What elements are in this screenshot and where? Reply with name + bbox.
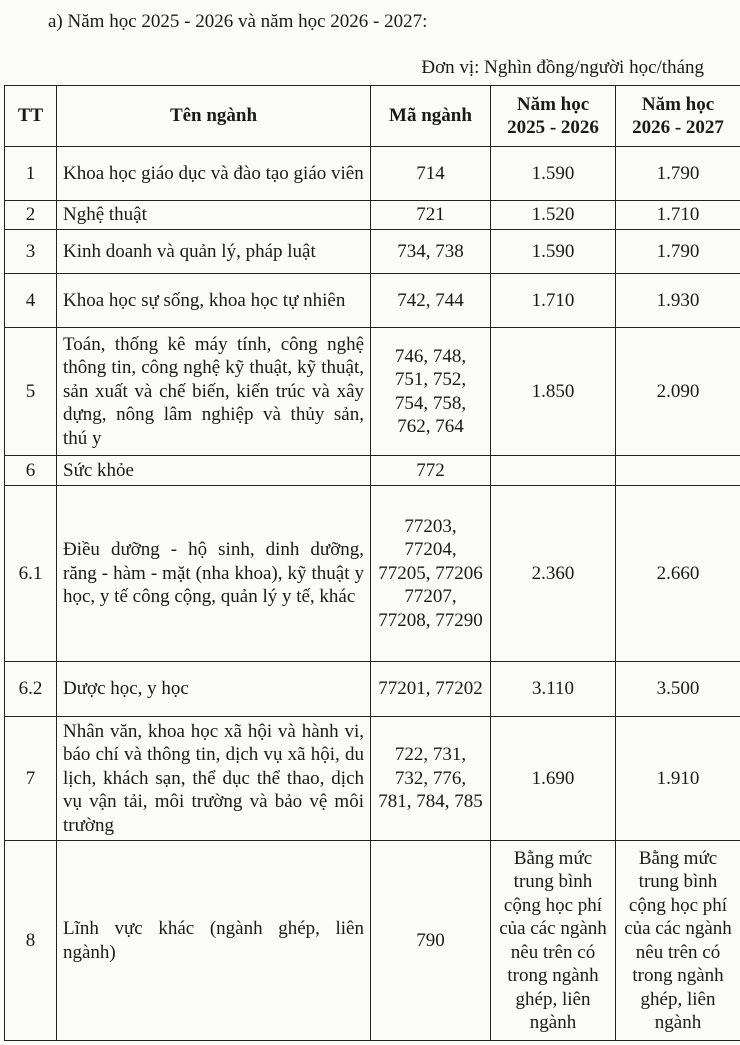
table-row xyxy=(5,147,740,201)
row-fee-2025: 1.590 xyxy=(491,230,616,274)
row-fee-2026: 1.790 xyxy=(616,230,740,274)
tuition-fee-table xyxy=(4,85,740,1041)
row-code: 77203, 77204, 77205, 77206 77207, 77208, 77290 xyxy=(371,486,491,662)
row-fee-2025: 1.710 xyxy=(491,274,616,328)
table-row xyxy=(5,230,740,274)
row-fee-2025: 1.850 xyxy=(491,328,616,456)
row-code: 722, 731, 732, 776, 781, 784, 785 xyxy=(371,717,491,841)
row-code: 772 xyxy=(371,456,491,486)
row-name: Dược học, y học xyxy=(57,662,371,717)
header-year-2025 xyxy=(491,86,616,147)
row-code: 790 xyxy=(371,841,491,1041)
header-name: Tên ngành xyxy=(57,86,371,147)
table-row xyxy=(5,456,740,486)
header-year-2026-line1: Năm học xyxy=(641,93,715,115)
row-name: Toán, thống kê máy tính, công nghệ thông tin, công nghệ kỹ thuật, kỹ thuật, sản xuất và chế biến, kiến trúc và xây dựng, nông lâm nghiệp và thủy sản, thú y xyxy=(57,328,371,456)
row-tt: 6.1 xyxy=(5,486,57,662)
row-tt: 6.2 xyxy=(5,662,57,717)
table-row xyxy=(5,662,740,717)
row-fee-2025: 1.690 xyxy=(491,717,616,841)
row-name: Khoa học sự sống, khoa học tự nhiên xyxy=(57,274,371,328)
header-code: Mã ngành xyxy=(371,86,491,147)
row-tt: 2 xyxy=(5,201,57,230)
row-code: 721 xyxy=(371,201,491,230)
row-code: 742, 744 xyxy=(371,274,491,328)
row-fee-2026: 1.910 xyxy=(616,717,740,841)
row-name: Khoa học giáo dục và đào tạo giáo viên xyxy=(57,147,371,201)
row-tt: 3 xyxy=(5,230,57,274)
table-row xyxy=(5,717,740,841)
row-name: Kinh doanh và quản lý, pháp luật xyxy=(57,230,371,274)
table-row xyxy=(5,486,740,662)
section-heading: a) Năm học 2025 - 2026 và năm học 2026 - 2027: xyxy=(48,11,428,32)
table-row xyxy=(5,841,740,1041)
row-fee-2026: Bằng mức trung bình cộng học phí của các ngành nêu trên có trong ngành ghép, liên ngành xyxy=(616,841,740,1041)
row-tt: 5 xyxy=(5,328,57,456)
row-name: Điều dưỡng - hộ sinh, dinh dưỡng, răng - hàm - mặt (nha khoa), kỹ thuật y học, y tế công cộng, quản lý y tế, khác xyxy=(57,486,371,662)
table-row xyxy=(5,201,740,230)
table-row xyxy=(5,274,740,328)
row-fee-2026 xyxy=(616,456,740,486)
row-code: 714 xyxy=(371,147,491,201)
header-year-2026 xyxy=(616,86,740,147)
row-fee-2025 xyxy=(491,456,616,486)
unit-label: Đơn vị: Nghìn đồng/người học/tháng xyxy=(421,57,704,78)
table-header-row xyxy=(5,86,740,147)
row-tt: 1 xyxy=(5,147,57,201)
row-name: Nhân văn, khoa học xã hội và hành vi, báo chí và thông tin, dịch vụ xã hội, du lịch, khách sạn, thể dục thể thao, dịch vụ vận tải, môi trường và bảo vệ môi trường xyxy=(57,717,371,841)
row-tt: 7 xyxy=(5,717,57,841)
row-name: Lĩnh vực khác (ngành ghép, liên ngành) xyxy=(57,841,371,1041)
header-year-2025-line2: 2025 - 2026 xyxy=(507,117,599,138)
header-tt: TT xyxy=(5,86,57,147)
row-fee-2025: 2.360 xyxy=(491,486,616,662)
row-fee-2026: 2.090 xyxy=(616,328,740,456)
row-tt: 6 xyxy=(5,456,57,486)
header-year-2025-line1: Năm học xyxy=(516,93,590,115)
row-fee-2025: Bằng mức trung bình cộng học phí của các ngành nêu trên có trong ngành ghép, liên ngành xyxy=(491,841,616,1041)
row-name: Sức khỏe xyxy=(57,456,371,486)
row-fee-2026: 1.790 xyxy=(616,147,740,201)
row-code: 734, 738 xyxy=(371,230,491,274)
row-code: 77201, 77202 xyxy=(371,662,491,717)
table-row xyxy=(5,328,740,456)
row-fee-2025: 3.110 xyxy=(491,662,616,717)
row-fee-2026: 1.930 xyxy=(616,274,740,328)
row-fee-2026: 2.660 xyxy=(616,486,740,662)
row-fee-2026: 1.710 xyxy=(616,201,740,230)
row-fee-2026: 3.500 xyxy=(616,662,740,717)
row-fee-2025: 1.520 xyxy=(491,201,616,230)
row-name: Nghệ thuật xyxy=(57,201,371,230)
row-code: 746, 748, 751, 752, 754, 758, 762, 764 xyxy=(371,328,491,456)
header-year-2026-line2: 2026 - 2027 xyxy=(632,117,724,138)
row-fee-2025: 1.590 xyxy=(491,147,616,201)
row-tt: 4 xyxy=(5,274,57,328)
row-tt: 8 xyxy=(5,841,57,1041)
